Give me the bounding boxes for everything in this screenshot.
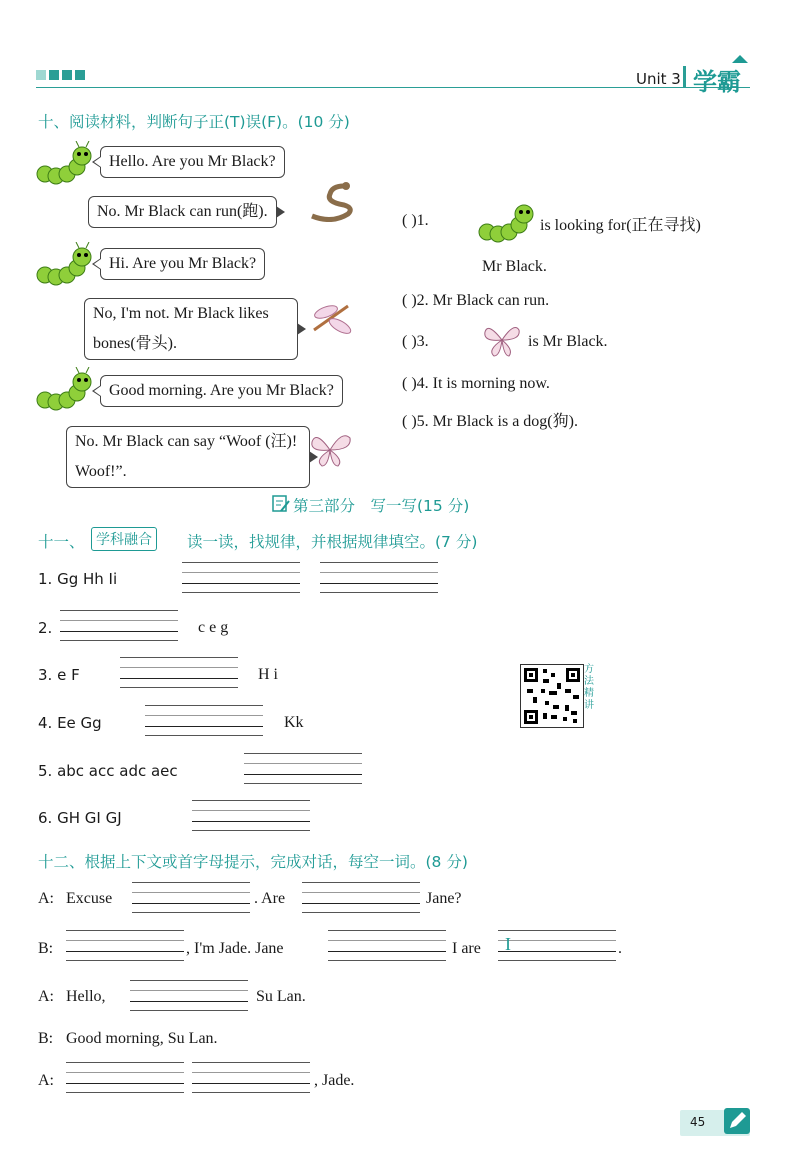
answer-paren[interactable]: ( )5. bbox=[402, 413, 429, 430]
bubble-text: Hello. Are you Mr Black? bbox=[109, 153, 276, 170]
speech-bubble bbox=[100, 375, 343, 407]
speech-bubble bbox=[66, 426, 310, 488]
statement-3-text: is Mr Black. bbox=[528, 333, 608, 350]
pattern-row-1: 1. Gg Hh Ii bbox=[38, 570, 118, 588]
bubble-text: Good morning. Are you Mr Black? bbox=[109, 382, 334, 399]
pattern-row-3-letters: H i bbox=[258, 666, 278, 683]
header-decoration bbox=[36, 70, 85, 80]
speaker-label: A: bbox=[38, 890, 54, 907]
pattern-row-2-letters: c e g bbox=[198, 619, 229, 636]
bubble-text: No. Mr Black can run(跑). bbox=[97, 203, 268, 220]
blank-line[interactable] bbox=[66, 1062, 184, 1092]
bubble-text: No. Mr Black can say “Woof (汪)! Woof!”. bbox=[75, 433, 298, 480]
dragonfly-icon bbox=[308, 298, 358, 338]
dialogue-text: Su Lan. bbox=[256, 988, 306, 1005]
blank-line[interactable] bbox=[66, 930, 184, 960]
blank-line[interactable] bbox=[60, 610, 178, 640]
pattern-row-4: 4. Ee Gg bbox=[38, 714, 102, 732]
statement-4 bbox=[402, 375, 550, 393]
dialogue-text: . Are bbox=[254, 890, 286, 907]
dialogue-text: Jane? bbox=[426, 890, 462, 907]
statement-5 bbox=[402, 408, 578, 431]
answer-paren[interactable]: ( )3. bbox=[402, 333, 429, 350]
blank-line[interactable] bbox=[302, 882, 420, 912]
caterpillar-icon bbox=[36, 367, 92, 413]
butterfly-icon bbox=[308, 430, 354, 470]
dialogue-text: . bbox=[618, 940, 622, 957]
statement-text: It is morning now. bbox=[432, 375, 550, 392]
blank-line[interactable] bbox=[130, 980, 248, 1010]
dialogue-text: Excuse bbox=[66, 890, 113, 907]
butterfly-icon bbox=[482, 322, 522, 360]
blank-line[interactable] bbox=[120, 657, 238, 687]
dialogue-text: , I'm Jade. Jane bbox=[186, 940, 284, 957]
dialogue-text: I are bbox=[452, 940, 481, 957]
statement-3 bbox=[402, 333, 429, 351]
graduation-cap-icon bbox=[732, 55, 748, 63]
speaker-label: A: bbox=[38, 988, 54, 1005]
part-3-title: 第三部分 写一写(15 分) bbox=[293, 497, 470, 515]
pattern-row-2: 2. bbox=[38, 619, 53, 637]
speech-bubble bbox=[100, 248, 265, 280]
speaker-label: B: bbox=[38, 1030, 54, 1047]
blank-line[interactable] bbox=[145, 705, 263, 735]
speech-bubble bbox=[100, 146, 285, 178]
brand-logo: 学霸 bbox=[693, 68, 741, 96]
blank-line[interactable] bbox=[182, 562, 300, 592]
statement-text: Mr Black is a dog(狗). bbox=[432, 413, 578, 430]
blank-line[interactable] bbox=[192, 800, 310, 830]
pencil-note-icon bbox=[272, 495, 290, 513]
blank-line[interactable] bbox=[192, 1062, 310, 1092]
statement-1-cont: Mr Black. bbox=[482, 258, 547, 275]
blank-line[interactable] bbox=[244, 753, 362, 783]
caterpillar-icon bbox=[478, 200, 534, 244]
statement-2 bbox=[402, 292, 549, 310]
dialogue-text: Good morning, Su Lan. bbox=[66, 1030, 218, 1047]
statement-1 bbox=[402, 212, 429, 230]
statement-1-text: is looking for(正在寻找) bbox=[540, 217, 701, 234]
blank-line[interactable] bbox=[320, 562, 438, 592]
dialogue-text: Hello, bbox=[66, 988, 106, 1005]
snake-icon bbox=[308, 180, 358, 222]
pattern-row-5: 5. abc acc adc aec bbox=[38, 762, 178, 780]
dialogue-text: , Jade. bbox=[314, 1072, 355, 1089]
blank-line[interactable] bbox=[498, 930, 616, 960]
blank-line[interactable] bbox=[132, 882, 250, 912]
page-number: 45 bbox=[690, 1115, 706, 1129]
speech-bubble bbox=[88, 196, 277, 228]
pattern-row-3: 3. e F bbox=[38, 666, 80, 684]
caterpillar-icon bbox=[36, 242, 92, 288]
speaker-label: B: bbox=[38, 940, 54, 957]
speech-bubble bbox=[84, 298, 298, 360]
header-divider bbox=[683, 66, 686, 88]
blank-line[interactable] bbox=[328, 930, 446, 960]
hint-letter: I bbox=[505, 934, 511, 954]
caterpillar-icon bbox=[36, 141, 92, 187]
bubble-text: Hi. Are you Mr Black? bbox=[109, 255, 257, 272]
qr-label: 方法精讲 bbox=[584, 664, 594, 711]
subject-tag: 学科融合 bbox=[91, 527, 157, 551]
speaker-label: A: bbox=[38, 1072, 54, 1089]
pattern-row-6: 6. GH GI GJ bbox=[38, 809, 122, 827]
unit-label: Unit 3 bbox=[636, 70, 681, 88]
qr-code-icon[interactable] bbox=[520, 664, 584, 728]
section-11-number: 十一、 bbox=[38, 533, 85, 551]
section-12-title: 十二、根据上下文或首字母提示，完成对话，每空一词。(8 分) bbox=[38, 853, 468, 871]
section-11-title: 读一读，找规律，并根据规律填空。(7 分) bbox=[187, 533, 478, 551]
pattern-row-4-letters: Kk bbox=[284, 714, 304, 731]
answer-paren[interactable]: ( )4. bbox=[402, 375, 429, 392]
section-10-title: 十、阅读材料，判断句子正(T)误(F)。(10 分) bbox=[38, 113, 350, 131]
answer-paren[interactable]: ( )1. bbox=[402, 212, 429, 229]
answer-paren[interactable]: ( )2. bbox=[402, 292, 429, 309]
bubble-text: No, I'm not. Mr Black likes bones(骨头). bbox=[93, 305, 269, 352]
pencil-icon bbox=[724, 1108, 750, 1134]
statement-text: Mr Black can run. bbox=[432, 292, 550, 309]
